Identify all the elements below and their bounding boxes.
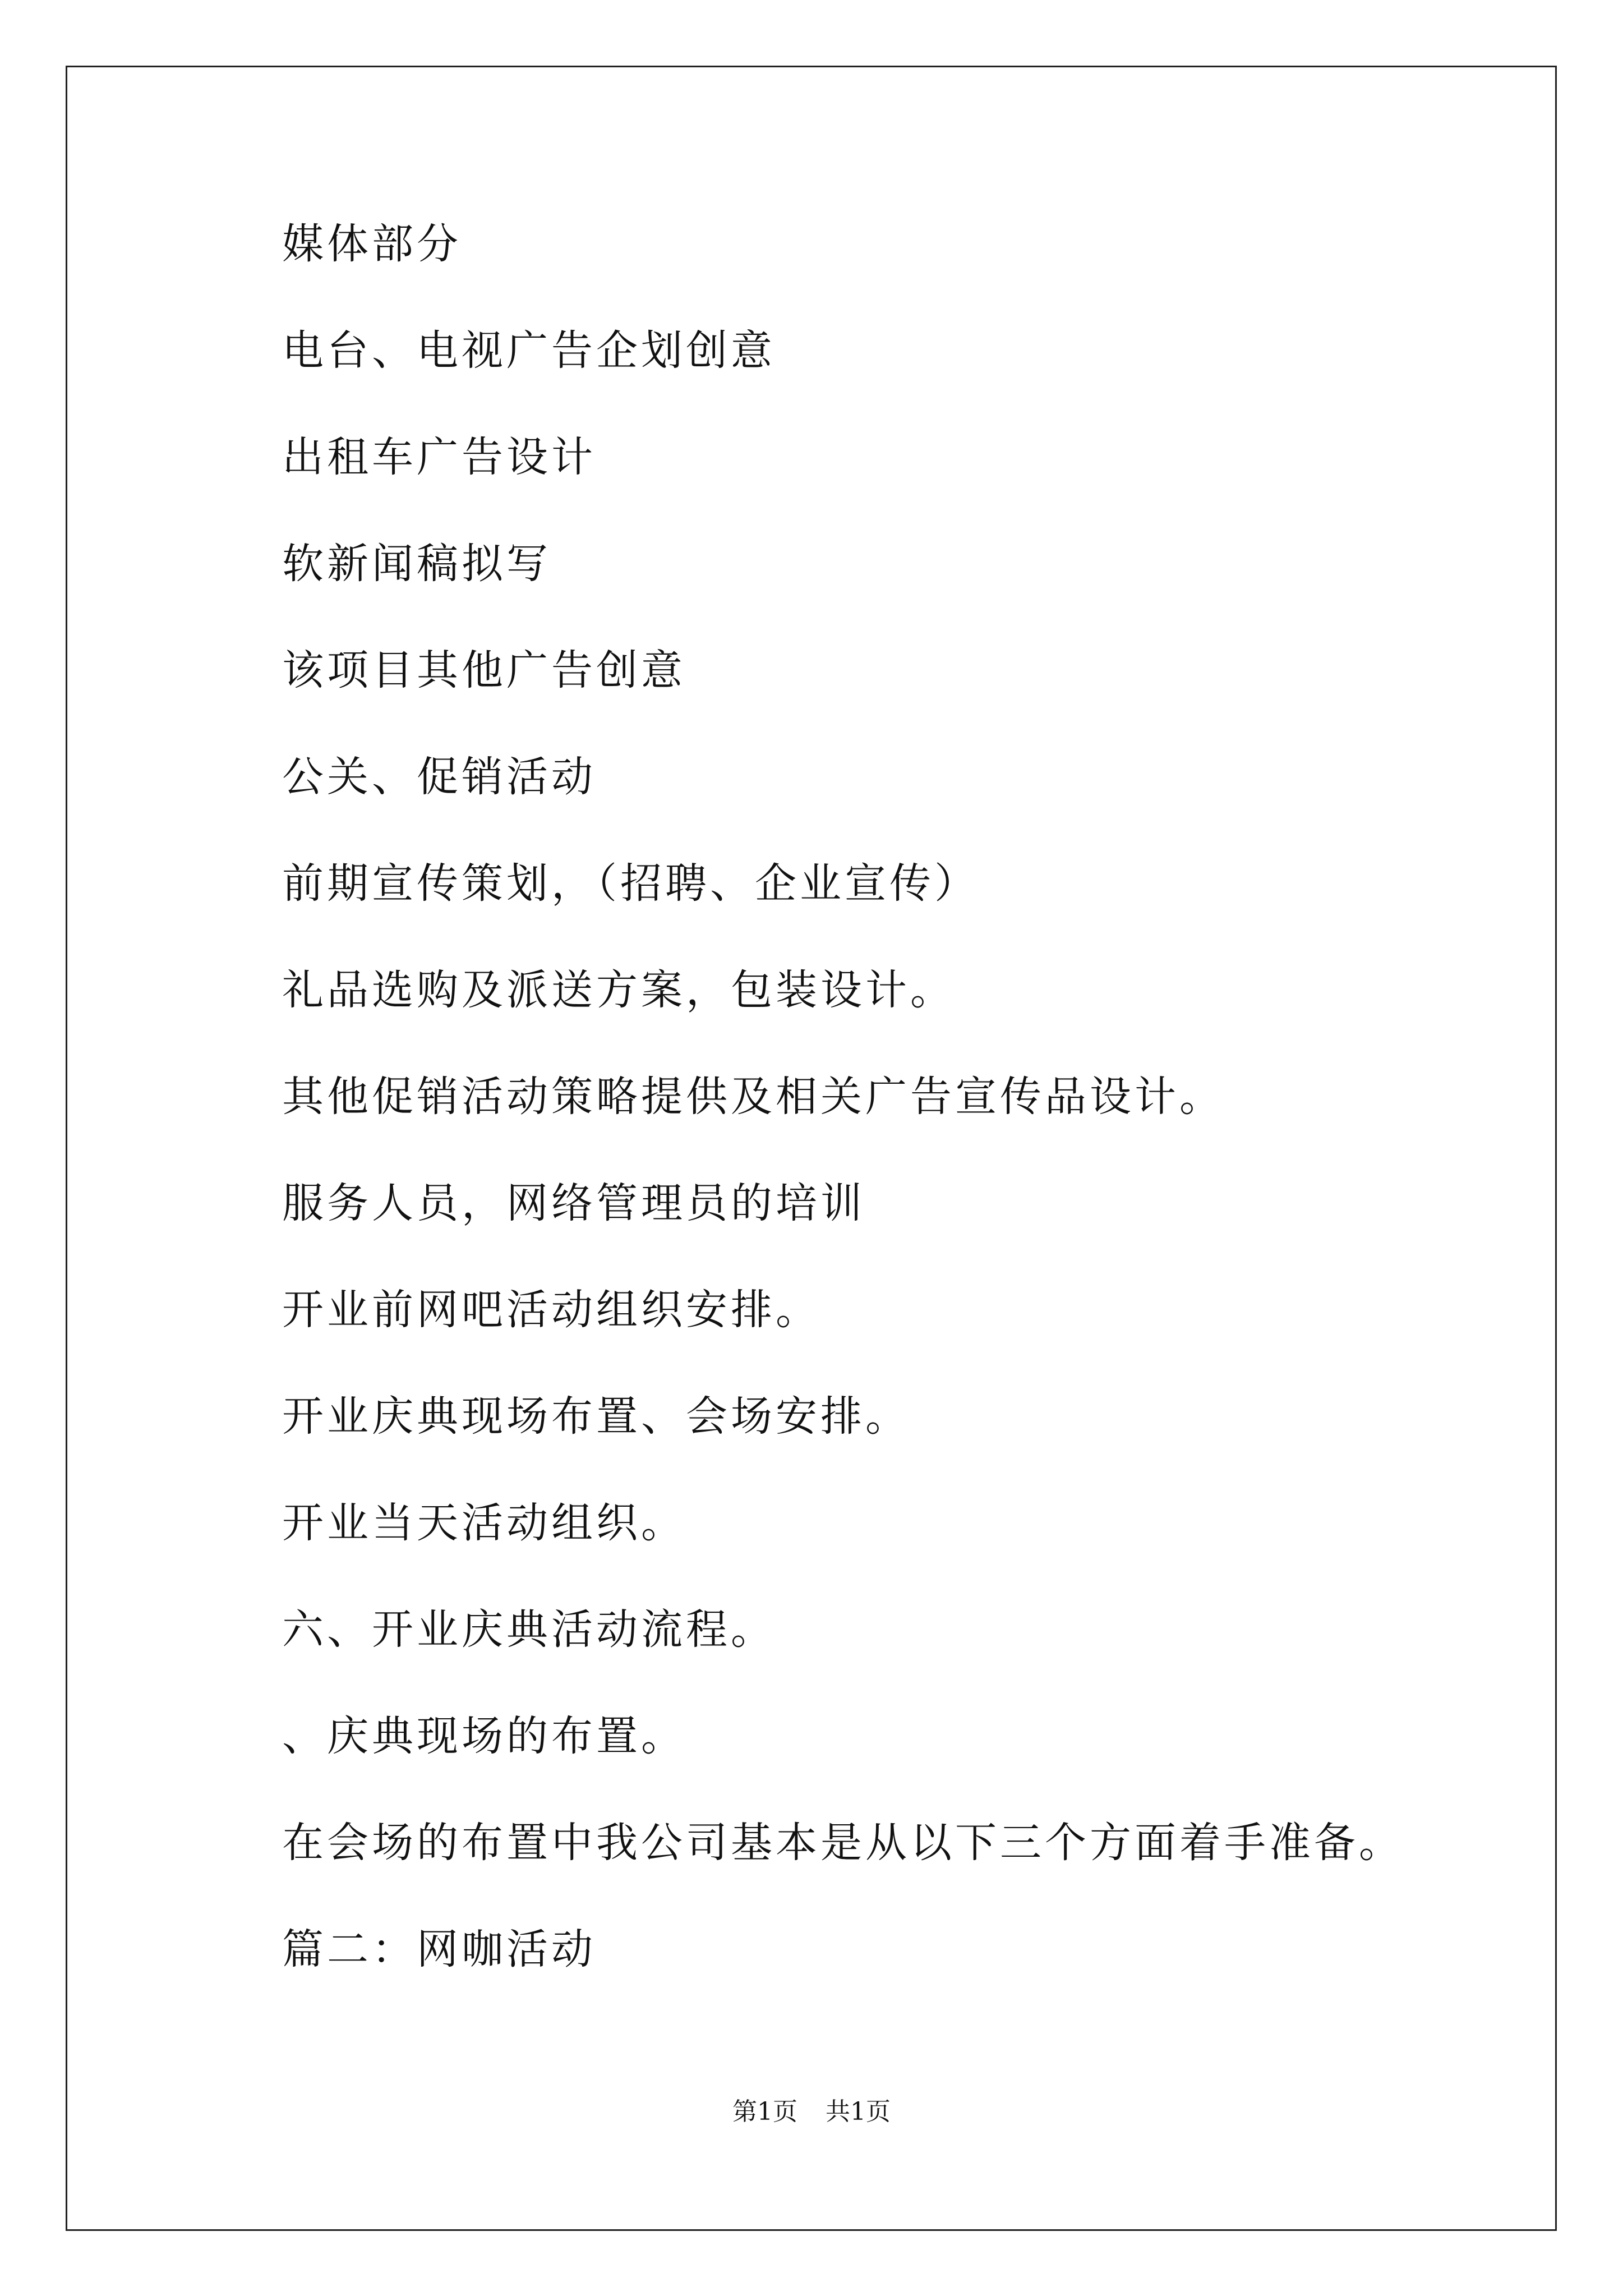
text-line: 六、开业庆典活动流程。 xyxy=(282,1605,776,1654)
text-line: 前期宣传策划，（招聘、企业宣传） xyxy=(282,859,979,908)
page-number: 第1页 xyxy=(732,2097,797,2126)
text-line: 开业当天活动组织。 xyxy=(282,1499,686,1547)
page-footer xyxy=(0,2091,1623,2127)
text-line: 、庆典现场的布置。 xyxy=(282,1712,686,1760)
text-line: 开业庆典现场布置、会场安排。 xyxy=(282,1392,910,1441)
text-line: 出租车广告设计 xyxy=(282,433,596,481)
text-line: 开业前网吧活动组织安排。 xyxy=(282,1286,820,1334)
text-line: 服务人员，网络管理员的培训 xyxy=(282,1179,865,1227)
text-line: 软新闻稿拟写 xyxy=(282,540,551,588)
page-total: 共1页 xyxy=(826,2097,891,2126)
text-line: 其他促销活动策略提供及相关广告宣传品设计。 xyxy=(282,1073,1224,1121)
text-line: 该项目其他广告创意 xyxy=(282,646,686,694)
text-line: 篇二：网咖活动 xyxy=(282,1925,596,1973)
text-line: 在会场的布置中我公司基本是从以下三个方面着手准备。 xyxy=(282,1819,1404,1867)
text-line: 礼品选购及派送方案，包装设计。 xyxy=(282,966,955,1014)
text-line: 公关、促销活动 xyxy=(282,753,596,801)
text-line: 媒体部分 xyxy=(282,220,462,268)
text-line: 电台、电视广告企划创意 xyxy=(282,326,776,375)
page-border xyxy=(66,66,1557,2231)
